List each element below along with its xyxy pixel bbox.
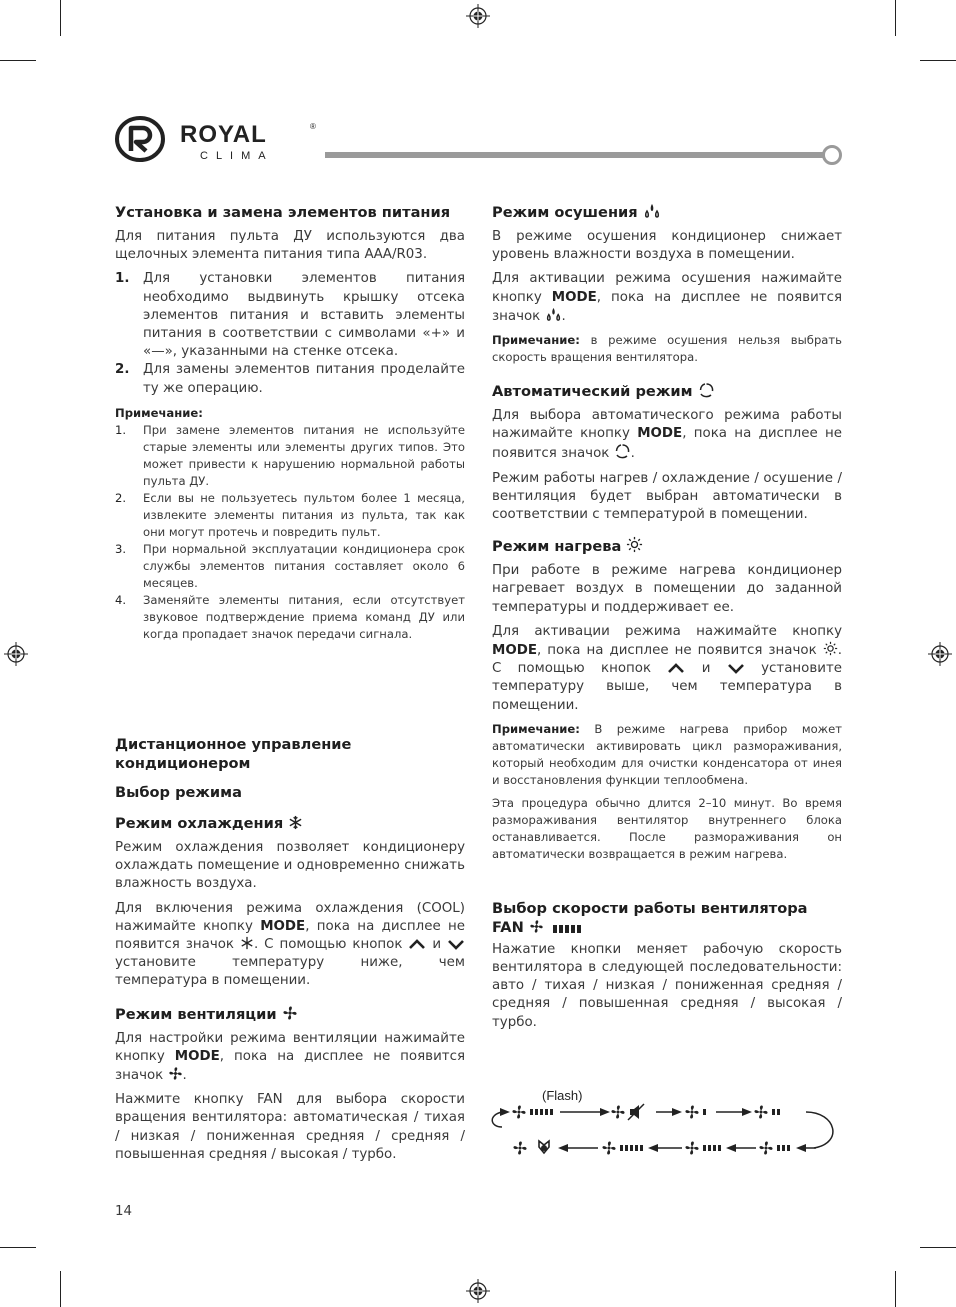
fan-speed-bars-icon [530,1109,553,1115]
header-bar [325,152,831,158]
fan-icon [685,1141,698,1154]
mode-select-title: Выбор режима [115,784,242,802]
fan-icon [529,919,544,934]
list-item: 2. Для замены элементов питания проделайте ту же операцию. [115,362,465,396]
turbo-icon [539,1141,549,1153]
list-item: 4. Заменяйте элементы питания, если отсутствует звуковое подтверждение приема команд ДУ или когда пропадает значок передачи сигнала. [115,593,465,642]
list-item: 1. При замене элементов питания не используйте старые элементы или элементы других типов. Это может привести к нарушению нормальной работы пульта ДУ. [115,423,465,489]
fan-icon [513,1141,526,1154]
fan-speed-bars-icon [777,1145,790,1151]
chevron-down-icon [447,939,465,950]
heat-p2: Для активации режима нажимайте кнопку MODE, пока на дисплее не появится значок . С помощью кнопок и установите температуру выше, чем температура в помещении. [492,623,842,713]
batteries-title: Установка и замена элементов питания [115,204,451,221]
dry-title: Режим осушения [492,203,842,222]
battery-steps [115,270,465,397]
battery-notes [115,422,465,643]
fan-speed-bars-icon [772,1109,780,1115]
heat-p1: При работе в режиме нагрева кондиционер нагревает воздух в помещении до заданной температуры и поддерживает ее. [492,563,842,615]
flash-label: (Flash) [542,1088,583,1103]
list-item: 1. Для установки элементов питания необходимо выдвинуть крышку отсека элементов питания и вставить элементы питания в соответствии с символами «+» и «—», указанными на стенке отсека. [115,271,465,360]
auto-p2: Режим работы нагрев / охлаждение / осушение / вентиляция будет выбран автоматически в соответствии с температурой в помещении. [492,470,842,523]
fan-icon [754,1105,767,1118]
auto-title: Автоматический режим [492,382,842,401]
cool-p1: Режим охлаждения позволяет кондиционеру охлаждать помещение и одновременно снижать влажность воздуха. [115,840,465,892]
registration-mark-icon [466,4,490,28]
page-number: 14 [115,1204,133,1219]
crop-mark [895,1271,896,1307]
right-column [492,203,842,1038]
cool-p2: Для включения режима охлаждения (COOL) нажимайте кнопку MODE, пока на дисплее не появится значок . С помощью кнопок и установите температуру ниже, чем температура в помещении. [115,900,465,989]
header-bar-dot [822,145,842,165]
heat-title: Режим нагрева [492,536,842,556]
crop-mark [895,0,896,36]
list-item: 3. При нормальной эксплуатации кондиционера срок службы элементов питания составляет около 6 месяцев. [115,542,465,591]
heat-note: Примечание: В режиме нагрева прибор может автоматически активировать цикл размораживания, который необходим для очистки конденсатора от инея и восстановления функции теплообмена. [492,721,842,787]
crop-mark [0,60,36,61]
drops-icon [643,203,661,219]
snowflake-icon [240,936,254,950]
fan-title: Выбор скорости работы вентилятора FAN [492,899,808,936]
crop-mark [920,60,956,61]
crop-mark [60,1271,61,1307]
auto-p1: Для выбора автоматического режима работы нажимайте кнопку MODE, пока на дисплее не появится значок . [492,408,842,462]
fan-icon [611,1105,624,1118]
mute-speaker-icon [628,1104,644,1120]
remote-title: Дистанционное управление кондиционером [115,736,352,773]
auto-cycle-icon [698,382,715,398]
auto-cycle-icon [614,443,631,459]
cool-title: Режим охлаждения [115,814,465,833]
fan-icon [512,1105,525,1118]
brand-logo [114,115,324,169]
batteries-intro: Для питания пульта ДУ используются два щелочных элемента питания типа ААА/R03. [115,229,465,263]
sun-icon [626,536,643,553]
fan-icon [759,1141,772,1154]
registration-mark-icon [928,642,952,666]
crop-mark [0,1247,36,1248]
brand-name: ROYAL [180,121,267,148]
left-column [115,203,465,1170]
battery-note-title: Примечание: [115,405,203,420]
registration-mark-icon [466,1279,490,1303]
crop-mark [60,0,61,36]
fan-icon [282,1005,298,1021]
fan-p1: Нажатие кнопки меняет рабочую скорость вентилятора в следующей последовательности: авто / тихая / низкая / пониженная средняя / средняя / повышенная средняя / высокая / турбо. [492,941,842,1030]
chevron-up-icon [667,663,685,674]
fan-speed-sequence-diagram [486,1083,842,1165]
dry-p2: Для активации режима осушения нажимайте кнопку MODE, пока на дисплее не появится значок . [492,271,842,324]
crop-mark [920,1247,956,1248]
fan-speed-bars-icon [703,1109,706,1115]
fan-icon [168,1066,183,1081]
list-item: 2. Если вы не пользуетесь пультом более 1 месяца, извлеките элементы питания из пульта, так как они могут протечь и повредить пульт. [115,491,465,540]
fan-speed-bars-icon [703,1145,721,1151]
snowflake-icon [288,815,303,830]
fan-speed-bars-icon [549,922,583,934]
vent-p2: Нажмите кнопку FAN для выбора скорости вращения вентилятора: автоматическая / тихая / низкая / пониженная средняя / средняя / повышенная средняя / высокая / турбо. [115,1092,465,1162]
registered-mark: ® [310,122,316,131]
fan-icon [685,1105,698,1118]
vent-title: Режим вентиляции [115,1005,465,1024]
drops-icon [545,307,562,322]
chevron-down-icon [727,663,745,674]
dry-p1: В режиме осушения кондиционер снижает уровень влажности воздуха в помещении. [492,229,842,263]
brand-sub: CLIMA [200,150,274,162]
heat-p3: Эта процедура обычно длится 2–10 минут. Во время размораживания вентилятор внутреннего блока останавливается. После размораживания он автоматически возвращается в режим нагрева. [492,795,842,861]
fan-speed-bars-icon [620,1145,643,1151]
dry-note: Примечание: в режиме осушения нельзя выбрать скорость вращения вентилятора. [492,333,842,365]
vent-p1: Для настройки режима вентиляции нажимайте кнопку MODE, пока на дисплее не появится значок . [115,1030,465,1084]
registration-mark-icon [4,642,28,666]
fan-icon [602,1141,615,1154]
sun-icon [823,641,838,656]
chevron-up-icon [408,939,426,950]
